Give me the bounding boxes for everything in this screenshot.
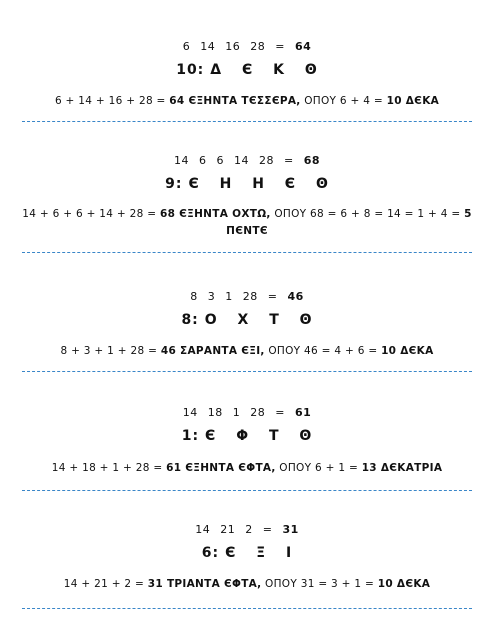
equals-sign: = xyxy=(273,154,304,167)
numbers-row xyxy=(0,290,494,303)
divider xyxy=(22,371,472,372)
numbers-values: 6 14 16 28 xyxy=(182,40,266,53)
equation-result: 5 ΠЄΝΤЄ xyxy=(226,208,472,237)
equation-total: 64 ЄΞΗΝΤΑ ΤЄΣΣЄΡΑ, xyxy=(169,95,301,107)
equation-expression: 8 + 3 + 1 + 28 = xyxy=(60,345,161,357)
numbers-values: 14 6 6 14 28 xyxy=(173,154,274,167)
equals-sign: = xyxy=(265,40,295,53)
letter-heading xyxy=(0,176,494,192)
equation-total: 46 ΣΑΡΑΝΤΑ ЄΞΙ, xyxy=(160,345,265,357)
heading-number: 1: xyxy=(181,428,200,444)
letter-heading xyxy=(0,428,494,444)
equation-total: 68 ЄΞΗΝΤΑ ΟΧΤΩ, xyxy=(159,208,271,220)
heading-number: 9: xyxy=(165,176,183,192)
equation-result: 10 ΔЄΚΑ xyxy=(381,345,434,357)
letter-heading xyxy=(0,312,494,328)
equation-reduction: ΟΠΟΥ 6 + 1 = xyxy=(275,462,362,474)
equation-reduction: ΟΠΟΥ 46 = 4 + 6 = xyxy=(264,345,382,357)
heading-number: 10: xyxy=(176,62,205,78)
heading-letters: Є Η Η Є Ꙩ xyxy=(188,176,329,192)
equation-result: 10 ΔЄΚΑ xyxy=(386,95,440,107)
equals-sign: = xyxy=(252,523,283,536)
equals-sign: = xyxy=(257,290,288,303)
heading-letters: Ο Χ Τ Ꙩ xyxy=(204,312,313,328)
letter-heading xyxy=(0,545,494,561)
heading-number: 8: xyxy=(181,312,199,328)
divider xyxy=(22,121,472,122)
equation-line xyxy=(22,206,472,240)
numbers-sum: 31 xyxy=(282,523,299,536)
equation-line xyxy=(22,460,472,477)
numbers-sum: 64 xyxy=(294,40,312,53)
heading-letters: Є Φ Τ Ꙩ xyxy=(205,428,313,444)
numbers-sum: 61 xyxy=(294,406,312,419)
divider xyxy=(22,490,472,491)
equation-line xyxy=(22,93,472,110)
equation-total: 61 ЄΞΗΝΤΑ ЄΦΤΑ, xyxy=(166,462,276,474)
equation-line xyxy=(22,343,472,360)
numbers-row xyxy=(0,406,494,419)
equation-line xyxy=(22,576,472,593)
divider xyxy=(22,252,472,253)
numbers-row xyxy=(0,523,494,536)
numbers-sum: 68 xyxy=(303,154,320,167)
numbers-values: 14 18 1 28 xyxy=(182,406,266,419)
equation-reduction: ΟΠΟΥ 6 + 4 = xyxy=(300,95,387,107)
equation-result: 13 ΔЄΚΑΤΡΙΑ xyxy=(361,462,443,474)
letter-heading xyxy=(0,62,494,78)
equation-reduction: ΟΠΟΥ 31 = 3 + 1 = xyxy=(261,578,378,590)
equation-expression: 14 + 18 + 1 + 28 = xyxy=(51,462,167,474)
numbers-values: 14 21 2 xyxy=(195,523,253,536)
heading-letters: Δ Є Κ Ꙩ xyxy=(210,62,318,78)
heading-letters: Є Ξ Ι xyxy=(225,545,293,561)
heading-number: 6: xyxy=(201,545,220,561)
equation-result: 10 ΔЄΚΑ xyxy=(377,578,431,590)
equation-expression: 14 + 6 + 6 + 14 + 28 = xyxy=(22,208,160,220)
equation-reduction: ΟΠΟΥ 68 = 6 + 8 = 14 = 1 + 4 = xyxy=(270,208,465,220)
numbers-row xyxy=(0,154,494,167)
numbers-row xyxy=(0,40,494,53)
divider xyxy=(22,608,472,609)
equation-expression: 6 + 14 + 16 + 28 = xyxy=(54,95,170,107)
equation-expression: 14 + 21 + 2 = xyxy=(63,578,148,590)
equals-sign: = xyxy=(265,406,295,419)
numbers-sum: 46 xyxy=(287,290,304,303)
equation-total: 31 ΤΡΙΑΝΤΑ ЄΦΤΑ, xyxy=(147,578,262,590)
numbers-values: 8 3 1 28 xyxy=(190,290,258,303)
